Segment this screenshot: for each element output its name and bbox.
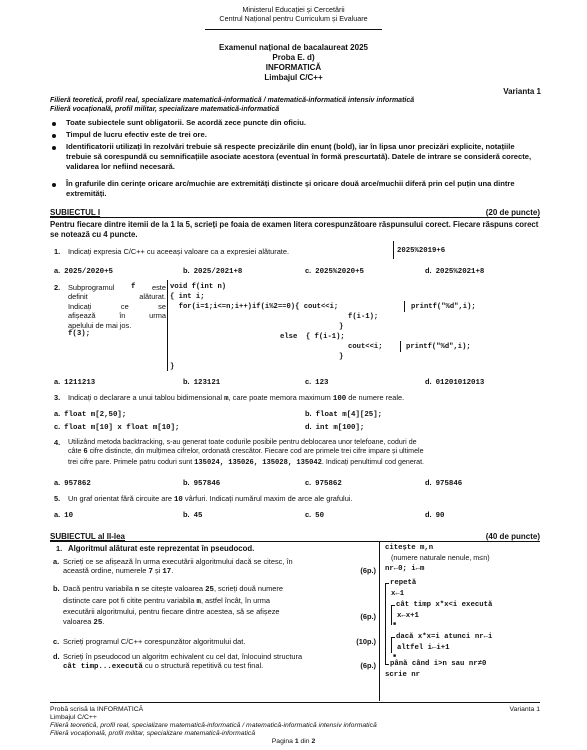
bullet-icon bbox=[52, 146, 56, 150]
instruction-4: În grafurile din cerințe oricare arc/muchie are extremități distincte și oricare două arce/muchii diferă prin cel puțin una dintre extremități. bbox=[66, 179, 515, 198]
footer-left-3: Filieră teoretică, profil real, specializare matematică-informatică / matematică-informatică intensiv informatică bbox=[50, 722, 377, 729]
q5-number: 5. bbox=[54, 494, 61, 503]
header-divider bbox=[205, 29, 382, 30]
section-2-rule bbox=[50, 541, 540, 542]
center-name: Centrul Național pentru Curriculum și Evaluare bbox=[219, 13, 368, 23]
section-1-intro: Pentru fiecare dintre itemii de la 1 la 5, scrieți pe foaia de examen litera corespunzătoare răspunsului corect. Fiecare răspuns corect se notează cu 4 puncte. bbox=[50, 220, 539, 240]
section-2-title: SUBIECTUL al II-lea bbox=[50, 532, 125, 541]
q3-number: 3. bbox=[54, 393, 61, 402]
pseudo-line-2: (numere naturale nenule, m≤n) bbox=[391, 553, 490, 562]
filiera-line-1: Filieră teoretică, profil real, specializare matematică-informatică / matematică-informatică intensiv informatică bbox=[50, 97, 415, 104]
q4-option-d[interactable]: d. 975846 bbox=[425, 478, 463, 488]
q2-option-a[interactable]: a. 1211213 bbox=[54, 377, 96, 387]
while-bracket bbox=[391, 605, 392, 625]
q1-divider bbox=[393, 241, 394, 259]
q5-option-c[interactable]: c. 50 bbox=[305, 510, 325, 520]
q2-option-c[interactable]: c. 123 bbox=[305, 377, 329, 387]
q2-code-line-1: void f(int n) bbox=[170, 283, 227, 291]
s2-item-b: b. Dacă pentru variabila n se citește valoarea 25, scrieți două numere distincte care pot fi citite pentru variabila m, astfel încât, în urma executării algoritmului, pentru fiecare dintre acestea, să se afișeze valoarea 25. (6p.) bbox=[53, 584, 376, 627]
q1-option-a[interactable]: a. 2025/2020+5 bbox=[54, 266, 113, 276]
bullet-icon bbox=[52, 134, 56, 138]
page-number: Pagina 1 din 2 bbox=[271, 738, 316, 745]
end-marker-icon: ■ bbox=[393, 653, 397, 659]
pseudo-line-3: nr←0; i←m bbox=[385, 565, 425, 573]
pseudo-line-12: până când i>n sau nr≠0 bbox=[390, 660, 487, 668]
q4-text: Utilizând metoda backtracking, s-au generat toate codurile posibile pentru deblocarea unor telefoane, coduri de câte 6 cifre distincte, din mulțimea cifrelor, ordonată crescător. Fiecare cod are primele trei cifre impare și ultimele trei cifre pare. Primele patru coduri sunt 135024, 135026, 135028, 135042. Indicați penultimul cod generat. bbox=[68, 438, 425, 467]
q2-number: 2. bbox=[54, 283, 61, 292]
footer-left-2: Limbajul C/C++ bbox=[50, 714, 97, 721]
q2-code-line-9: } bbox=[170, 363, 175, 371]
q2-code-line-7: cout<<i; bbox=[348, 343, 383, 351]
section-2-points: (40 de puncte) bbox=[485, 532, 540, 541]
q3-option-d[interactable]: d. int m[100]; bbox=[305, 422, 365, 432]
q5-text: Un graf orientat fără circuite are 10 vârfuri. Indicați numărul maxim de arce ale grafului. bbox=[68, 494, 353, 504]
q2-description: Subprogramul f este definit alăturat. Indicați ce se afișează în urma apelului de mai jos. f(3); bbox=[68, 283, 166, 339]
footer-varianta: Varianta 1 bbox=[509, 706, 540, 713]
q3-text: Indicați o declarare a unui tablou bidimensional m, care poate memora maximum 100 de numere reale. bbox=[68, 393, 405, 403]
q3-option-a[interactable]: a. float m[2,50]; bbox=[54, 409, 127, 419]
language-title: Limbajul C/C++ bbox=[264, 73, 323, 82]
ministry-name: Ministerul Educației și Cercetării bbox=[242, 5, 345, 14]
filiera-line-2: Filieră vocațională, profil militar, specializare matematică-informatică bbox=[50, 106, 280, 113]
q2-code-line-8: } bbox=[339, 353, 344, 361]
q2-code-line-4: f(i-1); bbox=[348, 313, 379, 321]
q1-option-b[interactable]: b. 2025/2021+8 bbox=[183, 266, 243, 276]
exam-title: Examenul național de bacalaureat 2025 bbox=[219, 43, 368, 52]
q1-number: 1. bbox=[54, 247, 61, 256]
pseudo-line-9: dacă x*x=i atunci nr←i bbox=[396, 633, 493, 641]
q2-code-line-6: else { f(i-1); bbox=[280, 333, 345, 341]
pseudo-line-1: citește m,n bbox=[385, 544, 434, 552]
instruction-2: Timpul de lucru efectiv este de trei ore. bbox=[66, 130, 207, 139]
footer-left-4: Filieră vocațională, profil militar, specializare matematică-informatică bbox=[50, 730, 256, 737]
page-header bbox=[0, 6, 587, 24]
s2-item-a: a. Scrieți ce se afișează în urma executării algoritmului dacă se citesc, în această ordine, numerele 7 și 17. (6p.) bbox=[53, 557, 376, 577]
q4-number: 4. bbox=[54, 438, 61, 447]
bullet-icon bbox=[52, 183, 56, 187]
varianta-label: Varianta 1 bbox=[503, 87, 541, 96]
section-1-title: SUBIECTUL I bbox=[50, 208, 101, 217]
section-1-points: (20 de puncte) bbox=[485, 208, 540, 217]
q1-expression: 2025%2019+6 bbox=[397, 247, 446, 255]
q3-option-c[interactable]: c. float m[10] x float m[10]; bbox=[54, 422, 180, 432]
q1-option-c[interactable]: c. 2025%2020+5 bbox=[305, 266, 364, 276]
q1-option-d[interactable]: d. 2025%2021+8 bbox=[425, 266, 485, 276]
q5-option-a[interactable]: a. 10 bbox=[54, 510, 74, 520]
q2-code-line-5: } bbox=[339, 323, 344, 331]
pseudo-line-10: altfel i←i+1 bbox=[397, 644, 450, 652]
q2-option-b[interactable]: b. 123121 bbox=[183, 377, 221, 387]
pseudo-line-7: x←x+1 bbox=[397, 612, 419, 620]
q5-option-d[interactable]: d. 90 bbox=[425, 510, 445, 520]
q1-text: Indicați expresia C/C++ cu aceeași valoare ca a expresiei alăturate. bbox=[68, 247, 290, 256]
end-marker-icon: ■ bbox=[393, 621, 397, 627]
footer-rule bbox=[50, 702, 540, 703]
q2-code-line-3: for(i=1;i<=n;i++)if(i%2==0){ cout<<i; bbox=[170, 303, 339, 311]
q2-code-line-7-alt: printf("%d",i); bbox=[406, 343, 471, 351]
pseudo-line-13: scrie nr bbox=[385, 671, 421, 679]
q4-option-a[interactable]: a. 957862 bbox=[54, 478, 91, 488]
q2-code-divider bbox=[167, 280, 168, 371]
repeat-bracket bbox=[385, 583, 386, 655]
q3-option-b[interactable]: b. float m[4][25]; bbox=[305, 409, 383, 419]
q2-option-d[interactable]: d. 01201012013 bbox=[425, 377, 485, 387]
proba-title: Proba E. d) bbox=[272, 53, 315, 62]
s2-item-c: c. Scrieți programul C/C++ corespunzător algoritmului dat. (10p.) bbox=[53, 637, 376, 646]
s2-q1-text: Algoritmul alăturat este reprezentat în pseudocod. bbox=[68, 544, 255, 553]
q4-option-b[interactable]: b. 957846 bbox=[183, 478, 221, 488]
footer-left-1: Probă scrisă la INFORMATICĂ bbox=[50, 706, 144, 713]
pseudo-line-4: repetă bbox=[390, 579, 417, 587]
if-bracket bbox=[391, 637, 392, 653]
q5-option-b[interactable]: b. 45 bbox=[183, 510, 203, 520]
instruction-1: Toate subiectele sunt obligatorii. Se acordă zece puncte din oficiu. bbox=[66, 118, 306, 127]
s2-q1-number: 1. bbox=[56, 544, 63, 553]
s2-item-d: d. Scrieți în pseudocod un algoritm echivalent cu cel dat, înlocuind structura cât timp...execută cu o structură repetitivă cu test final. (6p.) bbox=[53, 652, 376, 672]
pseudo-line-5: x←1 bbox=[391, 590, 405, 598]
bullet-icon bbox=[52, 122, 56, 126]
code-separator bbox=[404, 301, 405, 312]
subject-title: INFORMATICĂ bbox=[265, 63, 322, 72]
pseudo-line-6: cât timp x*x<i execută bbox=[396, 601, 493, 609]
section-1-rule bbox=[50, 217, 540, 218]
q4-option-c[interactable]: c. 975862 bbox=[305, 478, 342, 488]
q2-code-line-2: { int i; bbox=[170, 293, 205, 301]
q2-code-line-3-alt: printf("%d",i); bbox=[411, 303, 476, 311]
code-separator bbox=[400, 341, 401, 352]
instruction-3: Identificatorii utilizați în rezolvări trebuie să respecte precizările din enunț (bold), iar în lipsa unor precizări explicite, notațiile trebuie să corespundă cu semnificațiile asociate acestora (eventual în formă prescurtată). Datele de intrare se consideră corecte, validarea lor nefiind necesară. bbox=[66, 142, 532, 171]
